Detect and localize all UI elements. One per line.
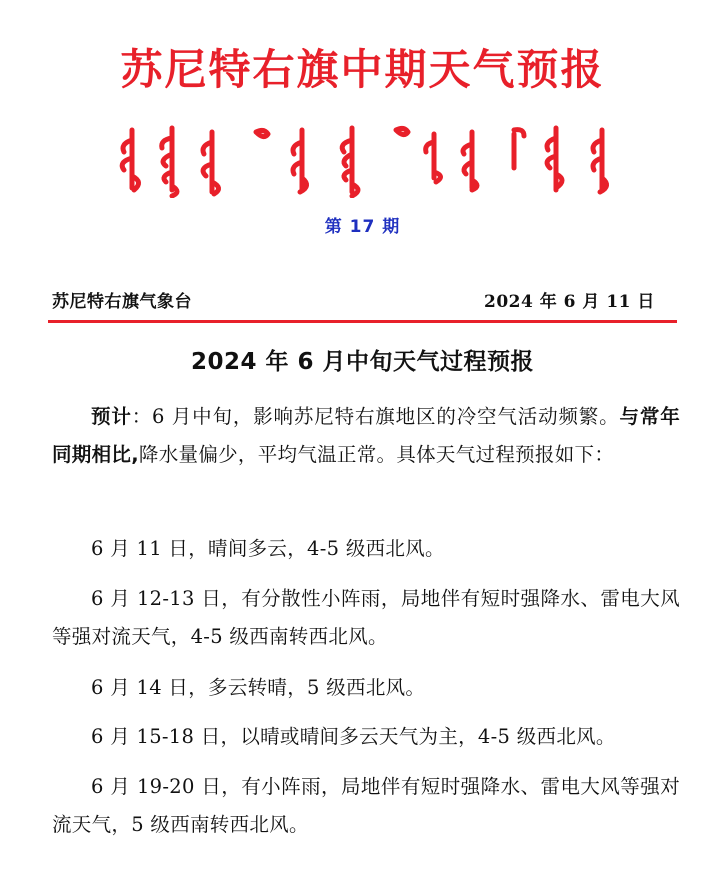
issue-number: 第 17 期 xyxy=(324,217,401,237)
intro-lead-label: 预计 xyxy=(91,405,132,428)
intro-text-2: 降水量偏少，平均气温正常。具体天气过程预报如下： xyxy=(138,443,615,466)
forecast-item: 6 月 12-13 日，有分散性小阵雨，局地伴有短时强降水、雷电大风等强对流天气，4-5 级西南转西北风。 xyxy=(52,587,680,648)
forecast-item: 6 月 19-20 日，有小阵雨，局地伴有短时强降水、雷电大风等强对流天气，5 级西南转西北风。 xyxy=(52,775,680,836)
intro-text-1: ：6 月中旬，影响苏尼特右旗地区的冷空气活动频繁。 xyxy=(131,405,620,428)
issuer-name: 苏尼特右旗气象台 xyxy=(52,292,192,312)
forecast-item: 6 月 11 日，晴间多云，4-5 级西北风。 xyxy=(91,537,445,560)
intro-paragraph xyxy=(52,398,680,474)
issue-date: 2024 年 6 月 11 日 xyxy=(484,292,655,312)
forecast-item: 6 月 14 日，多云转晴，5 级西北风。 xyxy=(91,676,426,699)
header-divider xyxy=(48,320,677,323)
comparison-lead-label: 与常年同期相比, xyxy=(52,405,680,466)
forecast-heading: 2024 年 6 月中旬天气过程预报 xyxy=(190,349,535,375)
mongolian-script-title-image xyxy=(62,118,674,198)
forecast-item: 6 月 15-18 日，以晴或晴间多云天气为主，4-5 级西北风。 xyxy=(91,725,616,748)
document-title: 苏尼特右旗中期天气预报 xyxy=(120,45,605,94)
